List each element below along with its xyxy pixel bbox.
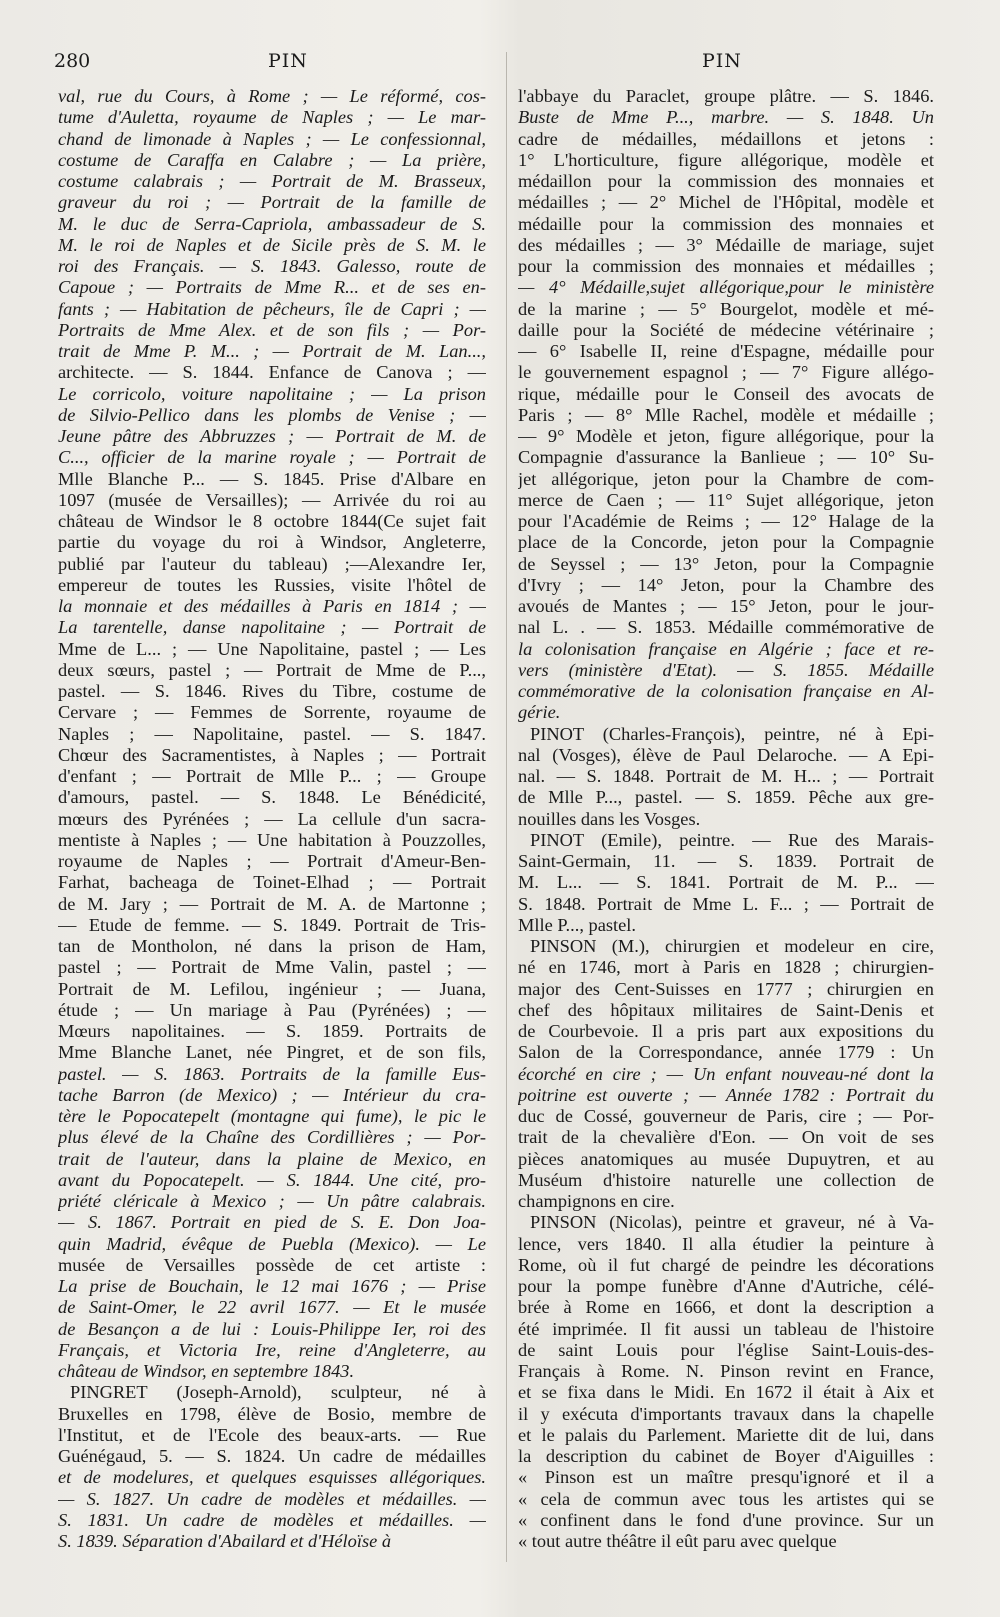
text-line: — 9° Modèle et jeton, figure allégorique, pour la xyxy=(518,426,934,446)
text-line: « tout autre théâtre il eût paru avec quelque xyxy=(518,1531,837,1551)
text-line: nal L. . — S. 1853. Médaille commémorative de xyxy=(518,617,934,638)
text-line: l'Institut, et de l'Ecole des beaux-arts. — Rue xyxy=(58,1424,486,1445)
text-line: la colonisation française en Algérie ; face et re- xyxy=(518,638,934,659)
text-line: de Seyssel ; — 13° Jeton, pour la Compagnie xyxy=(518,553,934,574)
text-line: daille pour la Société de médecine vétérinaire ; xyxy=(518,319,934,340)
text-line: S. 1839. Séparation d'Abailard et d'Héloïse à xyxy=(58,1531,392,1551)
text-line: brée à Rome en 1666, et dont la description a xyxy=(518,1297,934,1318)
text-line: mentiste à Naples ; — Une habitation à Pouzzolles, xyxy=(58,829,486,850)
text-line: trait de Mme P. M... ; — Portrait de M. Lan..., xyxy=(58,341,486,361)
text-line: rique, médaille pour le Conseil des avocats de xyxy=(518,383,934,404)
running-head-left: PIN xyxy=(268,50,308,72)
text-line: Portraits de Mme Alex. et de son fils ; — Por- xyxy=(58,319,486,340)
text-line: médaille pour la commission des monnaies et xyxy=(518,213,934,234)
text-line: nal (Vosges), élève de Paul Delaroche. — A Epi- xyxy=(518,744,934,765)
right-column xyxy=(518,86,934,1552)
text-line: — 4° Médaille,sujet allégorique,pour le ministère xyxy=(518,277,934,298)
text-line: — Etude de femme. — S. 1849. Portrait de Tris- xyxy=(58,914,486,935)
text-line: « cela de commun avec tous les artistes qui se xyxy=(518,1488,934,1509)
text-line: cadre de médailles, médaillons et jetons : xyxy=(518,128,934,149)
text-line: Capoue ; — Portraits de Mme R... et de ses en- xyxy=(58,277,486,298)
text-line: « Pinson est un maître presqu'ignoré et il a xyxy=(518,1467,934,1488)
text-line: PINOT (Emile), peintre. — Rue des Marais- xyxy=(530,829,934,850)
text-line: PINSON (Nicolas), peintre et graveur, né à Va- xyxy=(530,1212,934,1233)
column-divider xyxy=(506,52,507,1562)
text-line: Mme de L... ; — Une Napolitaine, pastel ; — Les xyxy=(58,638,486,659)
text-line: fants ; — Habitation de pêcheurs, île de Capri ; — xyxy=(58,298,486,319)
text-line: quin Madrid, évêque de Puebla (Mexico). — Le xyxy=(58,1233,486,1254)
text-line: PINOT (Charles-François), peintre, né à Epi- xyxy=(530,723,934,744)
text-line: de Besançon a de lui : Louis-Philippe Ier, roi des xyxy=(58,1318,486,1339)
text-line: avant du Popocatepelt. — S. 1844. Une cité, pro- xyxy=(58,1169,486,1190)
text-line: merce de Caen ; — 11° Sujet allégorique, jeton xyxy=(518,489,934,510)
text-line: champignons en cire. xyxy=(518,1191,675,1211)
text-line: S. 1831. Un cadre de modèles et médailles. — xyxy=(58,1509,486,1530)
page-number: 280 xyxy=(54,50,91,72)
text-line: lence, vers 1840. Il alla étudier la peinture à xyxy=(518,1233,934,1254)
text-line: Jeune pâtre des Abbruzzes ; — Portrait de M. de xyxy=(58,426,486,446)
text-line: pour la commission des monnaies et médailles ; xyxy=(518,256,934,276)
text-line: Cervare ; — Femmes de Sorrente, royaume de xyxy=(58,702,486,723)
text-line: vers (ministère d'Etat). — S. 1855. Médaille xyxy=(518,659,934,680)
text-line: de Courbevoie. Il a pris part aux expositions du xyxy=(518,1021,934,1041)
text-line: M. L... — S. 1841. Portrait de M. P... — xyxy=(518,872,934,893)
text-line: Salon de la Correspondance, année 1779 : Un xyxy=(518,1042,934,1063)
text-line: château de Windsor, en septembre 1843. xyxy=(58,1361,355,1381)
text-line: Bruxelles en 1798, élève de Bosio, membre de xyxy=(58,1403,486,1424)
text-line: tan de Montholon, né dans la prison de Ham, xyxy=(58,936,486,956)
text-line: architecte. — S. 1844. Enfance de Canova ; — xyxy=(58,362,486,383)
text-line: Français, et Victoria Ire, reine d'Angleterre, au xyxy=(58,1339,486,1360)
text-line: pastel ; — Portrait de Mme Valin, pastel ; — xyxy=(58,957,486,978)
text-line: « confinent dans le fond d'une province. Sur un xyxy=(518,1509,934,1530)
text-line: Mœurs napolitaines. — S. 1859. Portraits de xyxy=(58,1021,486,1041)
text-line: Naples ; — Napolitaine, pastel. — S. 1847. xyxy=(58,723,486,744)
text-line: 1° L'horticulture, figure allégorique, modèle et xyxy=(518,149,934,170)
text-line: pastel. — S. 1863. Portraits de la famille Eus- xyxy=(58,1063,486,1084)
text-line: étude ; — Un mariage à Pau (Pyrénées) ; — xyxy=(58,999,486,1020)
text-line: duc de Cossé, gouverneur de Paris, cire ; — Por- xyxy=(518,1106,934,1126)
text-line: S. 1848. Portrait de Mme L. F... ; — Portrait de xyxy=(518,893,934,914)
text-line: — 6° Isabelle II, reine d'Espagne, médaille pour xyxy=(518,341,934,361)
text-line: nouilles dans les Vosges. xyxy=(518,808,701,829)
text-line: Muséum d'histoire naturelle une collection de xyxy=(518,1169,934,1190)
text-line: nal. — S. 1848. Portrait de M. H... ; — Portrait xyxy=(518,766,934,786)
text-line: La tarentelle, danse napolitaine ; — Portrait de xyxy=(58,617,486,638)
text-line: trait de la chevalière d'Eon. — On voit de ses xyxy=(518,1127,934,1148)
text-line: Français à Rome. N. Pinson revint en France, xyxy=(518,1361,934,1381)
text-line: M. le roi de Naples et de Sicile près de S. M. le xyxy=(58,234,486,255)
running-head-right: PIN xyxy=(702,50,742,72)
text-line: Chœur des Sacramentistes, à Naples ; — Portrait xyxy=(58,744,486,765)
text-line: PINSON (M.), chirurgien et modeleur en cire, xyxy=(530,936,934,956)
left-column xyxy=(58,86,486,1552)
text-line: le gouvernement espagnol ; — 7° Figure allégo- xyxy=(518,362,934,383)
text-line: des médailles ; — 3° Médaille de mariage, sujet xyxy=(518,234,934,255)
text-line: d'amours, pastel. — S. 1848. Le Bénédicité, xyxy=(58,787,486,808)
text-line: de saint Louis pour l'église Saint-Louis-des- xyxy=(518,1339,934,1360)
text-line: royaume de Naples ; — Portrait d'Ameur-Ben- xyxy=(58,851,486,871)
text-line: d'Ivry ; — 14° Jeton, pour la Chambre des xyxy=(518,574,934,595)
text-line: tère le Popocatepelt (montagne qui fume), le pic le xyxy=(58,1106,486,1126)
text-line: pièces anatomiques au musée Dupuytren, et au xyxy=(518,1148,934,1169)
text-line: d'enfant ; — Portrait de Mlle P... ; — Groupe xyxy=(58,766,486,786)
text-line: 1097 (musée de Versailles); — Arrivée du roi au xyxy=(58,489,486,510)
text-line: La prise de Bouchain, le 12 mai 1676 ; — Prise xyxy=(58,1276,486,1296)
text-line: Mlle P..., pastel. xyxy=(518,914,637,935)
text-line: médaillon pour la commission des monnaies et xyxy=(518,171,934,191)
text-line: chand de limonade à Naples ; — Le confessionnal, xyxy=(58,128,486,149)
text-line: plus élevé de la Chaîne des Cordillières ; — Por- xyxy=(58,1127,486,1148)
text-line: — S. 1827. Un cadre de modèles et médailles. — xyxy=(58,1488,486,1509)
text-line: de M. Jary ; — Portrait de M. A. de Martonne ; xyxy=(58,893,486,914)
text-line: Compagnie d'assurance la Banlieue ; — 10° Su- xyxy=(518,447,934,468)
text-line: Paris ; — 8° Mlle Rachel, modèle et médaille ; xyxy=(518,404,934,425)
text-line: poitrine est ouverte ; — Année 1782 : Portrait du xyxy=(518,1084,934,1105)
text-line: partie du voyage du roi à Windsor, Angleterre, xyxy=(58,532,486,553)
text-line: gérie. xyxy=(518,702,561,723)
text-line: de Saint-Omer, le 22 avril 1677. — Et le musée xyxy=(58,1297,486,1318)
text-line: et le palais du Parlement. Mariette dit de lui, dans xyxy=(518,1424,934,1445)
text-line: tache Barron (de Mexico) ; — Intérieur du cra- xyxy=(58,1084,486,1105)
text-line: trait de l'auteur, dans la plaine de Mexico, en xyxy=(58,1148,486,1169)
text-line: il y exécuta d'importants travaux dans la chapelle xyxy=(518,1403,934,1424)
text-line: roi des Français. — S. 1843. Galesso, route de xyxy=(58,256,486,276)
text-line: priété cléricale à Mexico ; — Un pâtre calabrais. xyxy=(58,1191,486,1211)
text-line: et de modelures, et quelques esquisses allégoriques. xyxy=(58,1467,486,1488)
text-line: Le corricolo, voiture napolitaine ; — La prison xyxy=(58,383,486,404)
text-line: été imprimée. Il fit aussi un tableau de l'histoire xyxy=(518,1318,934,1339)
text-line: empereur de toutes les Russies, visite l'hôtel de xyxy=(58,574,486,595)
text-line: Mlle Blanche P... — S. 1845. Prise d'Albare en xyxy=(58,468,486,489)
text-line: publié par l'auteur du tableau) ;—Alexandre Ier, xyxy=(58,553,486,574)
text-line: avoués de Mantes ; — 15° Jeton, pour le jour- xyxy=(518,596,934,616)
text-line: jet allégorique, jeton pour la Chambre de com- xyxy=(518,468,934,489)
text-line: place de la Concorde, jeton pour la Compagnie xyxy=(518,532,934,553)
text-line: la monnaie et des médailles à Paris en 1814 ; — xyxy=(58,596,486,616)
text-line: C..., officier de la marine royale ; — Portrait de xyxy=(58,447,486,468)
text-line: chef des hôpitaux militaires de Saint-Denis et xyxy=(518,999,934,1020)
text-line: val, rue du Cours, à Rome ; — Le réformé, cos- xyxy=(58,86,486,106)
text-line: costume de Caraffa en Calabre ; — La prière, xyxy=(58,149,486,170)
text-line: — S. 1867. Portrait en pied de S. E. Don Joa- xyxy=(58,1212,486,1233)
text-line: de Mlle P..., pastel. — S. 1859. Pêche aux gre- xyxy=(518,787,934,808)
text-line: Mme Blanche Lanet, née Pingret, et de son fils, xyxy=(58,1042,486,1063)
text-line: Buste de Mme P..., marbre. — S. 1848. Un xyxy=(518,107,934,128)
text-line: Saint-Germain, 11. — S. 1839. Portrait de xyxy=(518,851,934,871)
text-line: pastel. — S. 1846. Rives du Tibre, costume de xyxy=(58,681,486,701)
text-line: graveur du roi ; — Portrait de la famille de xyxy=(58,192,486,213)
text-line: M. le duc de Serra-Capriola, ambassadeur de S. xyxy=(58,213,486,234)
text-line: major des Cent-Suisses en 1777 ; chirurgien en xyxy=(518,978,934,999)
text-line: médailles ; — 2° Michel de l'Hôpital, modèle et xyxy=(518,192,934,213)
text-line: pour la pompe funèbre d'Anne d'Autriche, célé- xyxy=(518,1276,934,1296)
text-line: Farhat, bacheaga de Toinet-Elhad ; — Portrait xyxy=(58,872,486,893)
text-line: pour l'Académie de Reims ; — 12° Halage de la xyxy=(518,511,934,531)
text-line: commémorative de la colonisation française en Al- xyxy=(518,681,934,701)
text-line: tume d'Auletta, royaume de Naples ; — Le mar- xyxy=(58,107,486,128)
text-line: de Silvio-Pellico dans les plombs de Venise ; — xyxy=(58,404,486,425)
text-line: Guénégaud, 5. — S. 1824. Un cadre de médailles xyxy=(58,1446,486,1466)
text-line: musée de Versailles possède de cet artiste : xyxy=(58,1254,486,1275)
text-line: écorché en cire ; — Un enfant nouveau-né dont la xyxy=(518,1063,934,1084)
text-line: Portrait de M. Lefilou, ingénieur ; — Juana, xyxy=(58,978,486,999)
text-line: château de Windsor le 8 octobre 1844(Ce sujet fait xyxy=(58,511,486,531)
text-line: de la marine ; — 5° Bourgelot, modèle et mé- xyxy=(518,298,934,319)
text-line: mœurs des Pyrénées ; — La cellule d'un sacra- xyxy=(58,808,486,829)
text-line: la description du cabinet de Boyer d'Aiguilles : xyxy=(518,1446,934,1466)
text-line: l'abbaye du Paraclet, groupe plâtre. — S. 1846. xyxy=(518,86,934,106)
text-line: deux sœurs, pastel ; — Portrait de Mme de P..., xyxy=(58,659,486,680)
text-line: et se fixa dans le Midi. En 1672 il était à Aix et xyxy=(518,1382,934,1403)
text-line: PINGRET (Joseph-Arnold), sculpteur, né à xyxy=(70,1382,486,1403)
text-line: Rome, où il fut chargé de peindre les décorations xyxy=(518,1254,934,1275)
text-line: costume calabrais ; — Portrait de M. Brasseux, xyxy=(58,171,486,191)
text-line: né en 1746, mort à Paris en 1828 ; chirurgien- xyxy=(518,957,934,978)
